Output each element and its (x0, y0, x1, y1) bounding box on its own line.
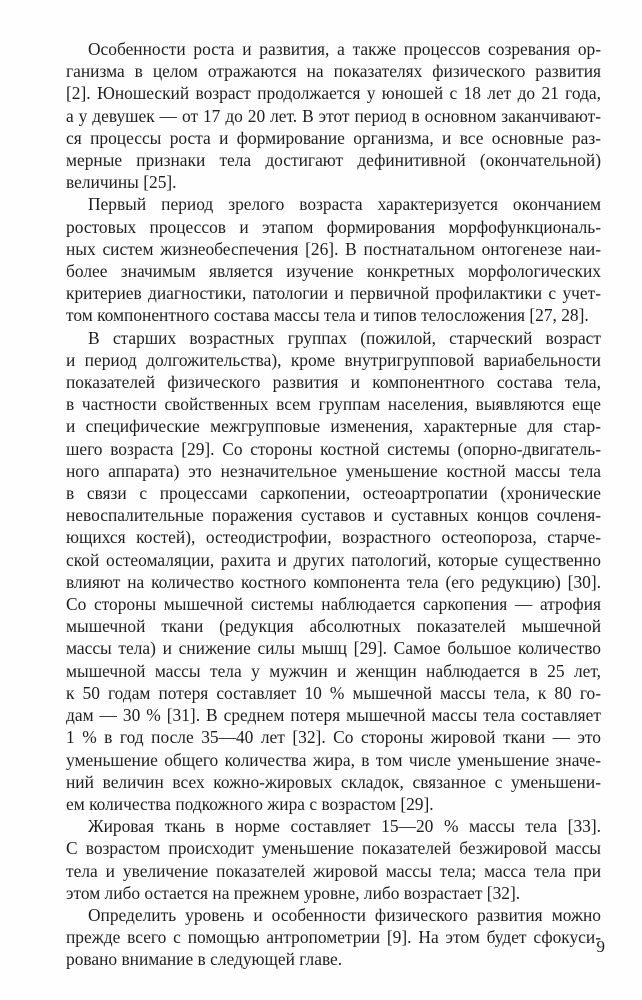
text-line: в связи с процессами саркопении, остеоартропатии (хронические (66, 483, 601, 504)
text-line: ровано внимание в следующей главе. (66, 949, 343, 970)
text-line: дам — 30 % [31]. В среднем потеря мышечной массы тела составляет (66, 705, 601, 726)
text-line: ся процессы роста и формирование организма, и все основные раз- (66, 127, 601, 148)
paragraph (66, 193, 601, 326)
text-line: ской остеомаляции, рахита и других патологий, которые существенно (66, 549, 601, 570)
text-line: показателей физического развития и компонентного состава тела, (66, 372, 601, 393)
text-line: Особенности роста и развития, а также процессов созревания ор- (88, 39, 601, 59)
text-line: том компонентного состава массы тела и типов телосложения [27, 28]. (66, 305, 589, 326)
text-line: мышечной массы тела у мужчин и женщин наблюдается в 25 лет, (66, 660, 601, 681)
text-line: Жировая ткань в норме составляет 15—20 % массы тела [33]. (88, 816, 601, 837)
text-line: влияют на количество костного компонента тела (его редукцию) [30]. (66, 571, 601, 592)
text-line: прежде всего с помощью антропометрии [9]. На этом будет сфокуси- (66, 927, 601, 948)
text-line: величины [25]. (66, 172, 177, 193)
text-line: мышечной ткани (редукция абсолютных показателей мышечной (66, 616, 601, 637)
text-line: ющихся костей), остеодистрофии, возрастного остеопороза, старче- (66, 527, 601, 548)
text-line: шего возраста [29]. Со стороны костной системы (опорно-двигатель- (66, 438, 601, 459)
text-line: 1 % в год после 35—40 лет [32]. Со стороны жировой ткани — это (66, 727, 601, 748)
text-line: массы тела) и снижение силы мышц [29]. Самое большое количество (66, 638, 601, 659)
paragraph (66, 815, 601, 904)
text-line: Со стороны мышечной системы наблюдается саркопения — атрофия (66, 594, 601, 615)
text-line: более значимым является изучение конкретных морфологических (66, 261, 601, 282)
text-line: в частности свойственных всем группам населения, выявляются еще (66, 394, 601, 415)
text-line: уменьшение общего количества жира, в том числе уменьшение значе- (66, 749, 601, 770)
text-line: ганизма в целом отражаются на показателях физического развития (66, 61, 601, 82)
text-line: к 50 годам потеря составляет 10 % мышечной массы тела, к 80 го- (66, 682, 601, 703)
text-line: тела и увеличение показателей жировой массы тела; масса тела при (66, 860, 601, 881)
text-line: ростовых процессов и этапом формирования морфофункциональ- (66, 216, 601, 237)
text-line: ний величин всех кожно-жировых складок, связанное с уменьшени- (66, 771, 601, 792)
text-line: В старших возрастных группах (пожилой, старческий возраст (88, 327, 601, 348)
text-line: ем количества подкожного жира с возрастом [29]. (66, 793, 434, 814)
text-line: и период долгожительства), кроме внутригрупповой вариабельности (66, 349, 601, 370)
text-line: и специфические межгрупповые изменения, характерные для стар- (66, 416, 601, 437)
text-line: Определить уровень и особенности физического развития можно (88, 904, 601, 925)
text-line: ного аппарата) это незначительное уменьшение костной массы тела (66, 460, 601, 481)
page-number: 9 (596, 937, 605, 956)
text-line: этом либо остается на прежнем уровне, либо возрастает [32]. (66, 882, 521, 903)
text-line: ных систем жизнеобеспечения [26]. В постнатальном онтогенезе наи- (66, 238, 601, 259)
text-line: критериев диагностики, патологии и первичной профилактики с учет- (66, 283, 601, 304)
text-line: а у девушек — от 17 до 20 лет. В этот период в основном заканчивают- (66, 105, 601, 126)
text-line: С возрастом происходит уменьшение показателей безжировой массы (66, 838, 601, 859)
body-text (66, 38, 601, 971)
text-line: невоспалительные поражения суставов и суставных концов сочленя- (66, 505, 601, 526)
text-line: Первый период зрелого возраста характеризуется окончанием (88, 194, 601, 215)
paragraph (66, 904, 601, 971)
text-line: [2]. Юношеский возраст продолжается у юношей с 18 лет до 21 года, (66, 83, 601, 104)
paragraph (66, 38, 601, 193)
text-line: мерные признаки тела достигают дефинитивной (окончательной) (66, 150, 601, 171)
paragraph (66, 327, 601, 815)
